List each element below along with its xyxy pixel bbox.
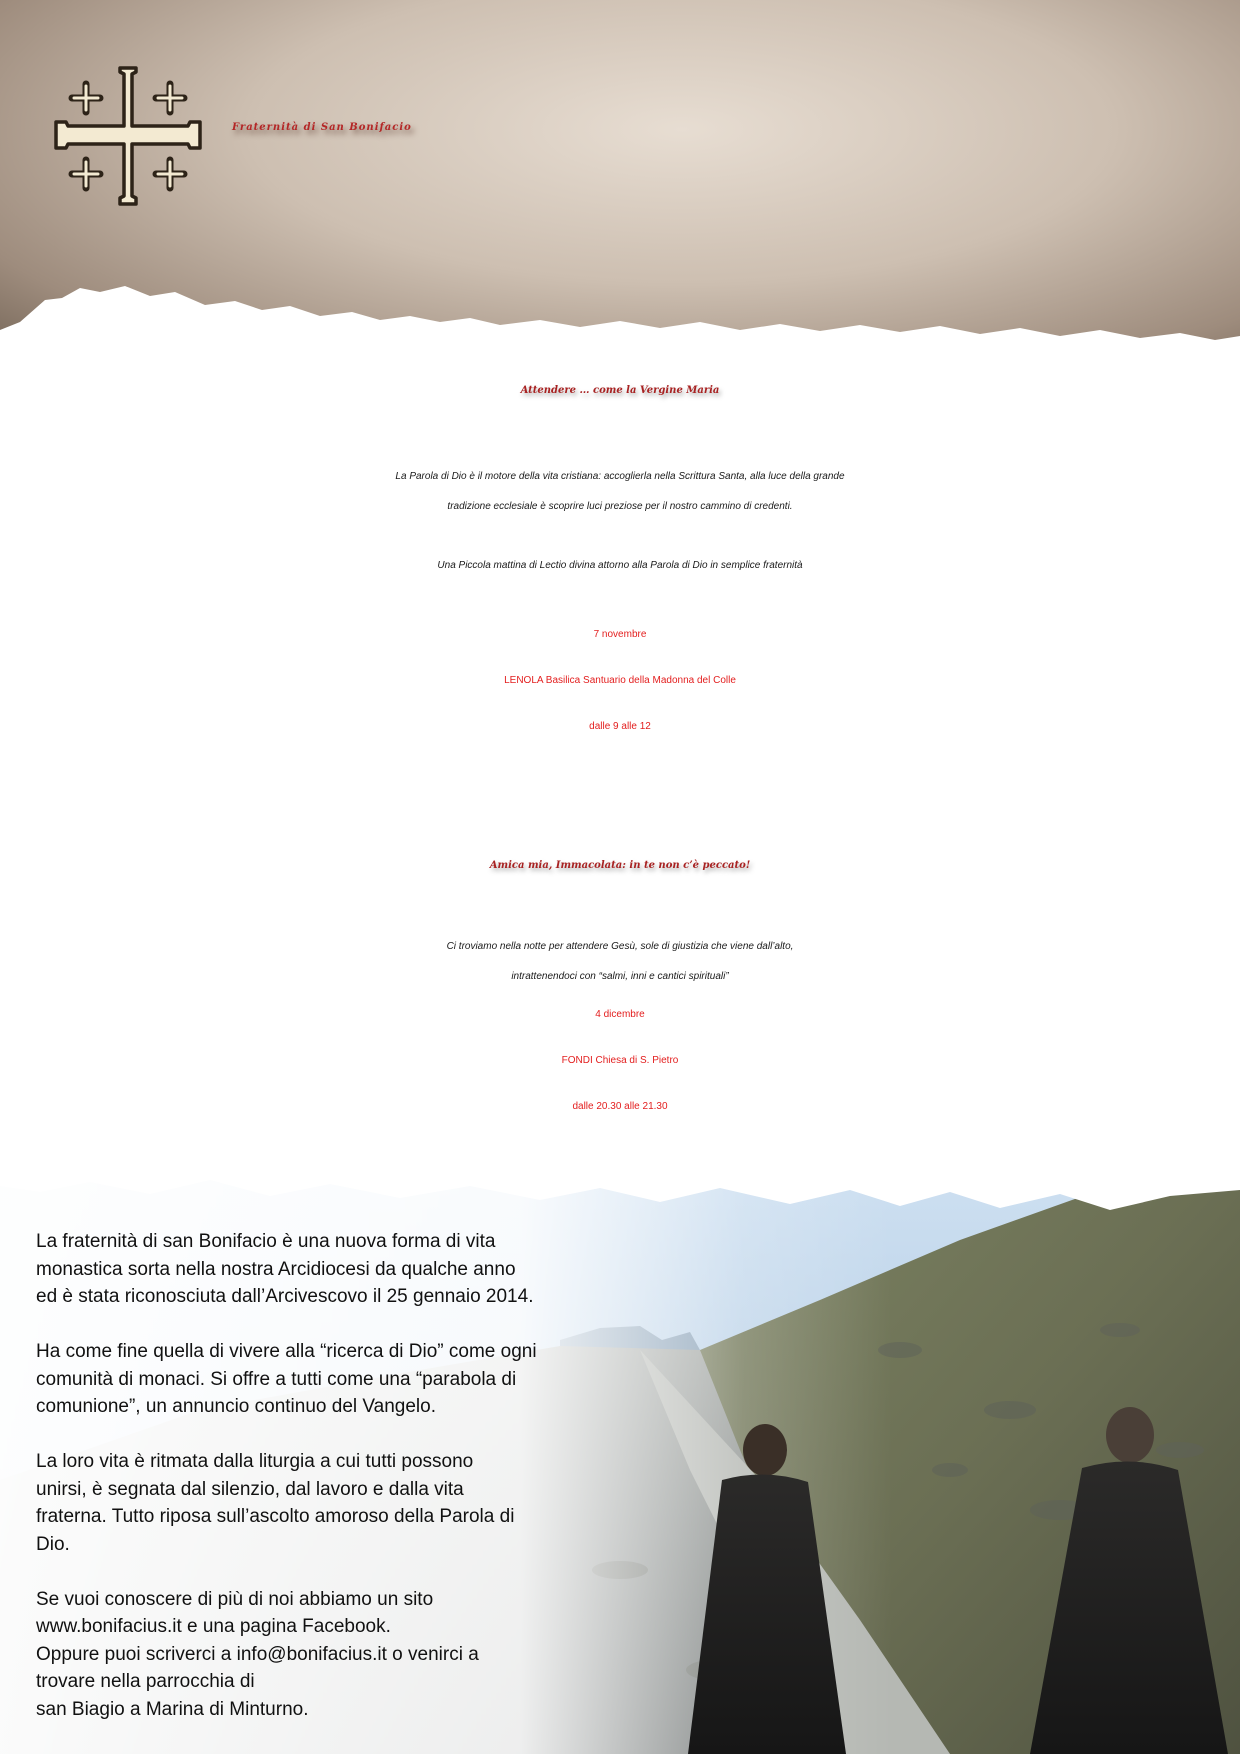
event2-intro-line: Ci troviamo nella notte per attendere Gesù, sole di giustizia che viene dall’alto, xyxy=(446,941,794,952)
event1-date: 7 novembre xyxy=(593,629,647,640)
about-line: Dio. xyxy=(36,1533,70,1555)
about-line: comunità di monaci. Si offre a tutti come una “parabola di xyxy=(36,1368,517,1390)
event2-time: dalle 20.30 alle 21.30 xyxy=(572,1101,668,1112)
event2-intro-line: intrattenendoci con “salmi, inni e cantici spirituali” xyxy=(511,971,729,982)
event2-schedule xyxy=(0,992,1240,1130)
about-paragraph xyxy=(36,1228,596,1311)
about-line: ed è stata riconosciuta dall’Arcivescovo il 25 gennaio 2014. xyxy=(36,1286,534,1307)
about-line: La loro vita è ritmata dalla liturgia a cui tutti possono xyxy=(36,1451,474,1472)
event1-time: dalle 9 alle 12 xyxy=(589,721,651,732)
about-line: comunione”, un annuncio continuo del Vangelo. xyxy=(36,1396,436,1417)
about-line: fraterna. Tutto riposa sull’ascolto amoroso della Parola di xyxy=(36,1506,515,1527)
event1-title: Attendere … come la Vergine Maria xyxy=(520,385,720,396)
about-line: www.bonifacius.it e una pagina Facebook. xyxy=(36,1616,391,1637)
about-line: Ha come fine quella di vivere alla “ricerca di Dio” come ogni xyxy=(36,1341,537,1362)
about-line: monastica sorta nella nostra Arcidiocesi da qualche anno xyxy=(36,1258,516,1280)
event1-place: LENOLA Basilica Santuario della Madonna del Colle xyxy=(504,675,736,686)
about-paragraph xyxy=(36,1586,596,1724)
about-line: Se vuoi conoscere di più di noi abbiamo un sito xyxy=(36,1588,434,1610)
event1-intro xyxy=(0,462,1240,522)
event2-place: FONDI Chiesa di S. Pietro xyxy=(561,1055,679,1066)
event2-intro xyxy=(0,932,1240,992)
about-line: san Biagio a Marina di Minturno. xyxy=(36,1698,309,1720)
event2-date: 4 dicembre xyxy=(595,1009,645,1020)
event1-schedule xyxy=(0,612,1240,750)
event1-intro-line: La Parola di Dio è il motore della vita cristiana: accoglierla nella Scrittura Santa, alla luce della grande xyxy=(395,471,845,482)
page-title: Fraternità di San Bonifacio xyxy=(232,122,412,133)
about-line: Oppure puoi scriverci a info@bonifacius.it o venirci a xyxy=(36,1643,479,1665)
event1-intro-line: tradizione ecclesiale è scoprire luci preziose per il nostro cammino di credenti. xyxy=(447,501,793,512)
about-line: trovare nella parrocchia di xyxy=(36,1671,255,1692)
about-text xyxy=(36,1228,596,1723)
about-paragraph xyxy=(36,1338,596,1421)
about-line: unirsi, è segnata dal silenzio, dal lavoro e dalla vita xyxy=(36,1478,464,1500)
event1-subtitle: Una Piccola mattina di Lectio divina attorno alla Parola di Dio in semplice fraternità xyxy=(437,560,803,571)
about-paragraph xyxy=(36,1448,596,1558)
about-line: La fraternità di san Bonifacio è una nuova forma di vita xyxy=(36,1231,496,1252)
jerusalem-cross-icon xyxy=(48,62,208,210)
event2-title: Amica mia, Immacolata: in te non c’è peccato! xyxy=(489,860,751,871)
